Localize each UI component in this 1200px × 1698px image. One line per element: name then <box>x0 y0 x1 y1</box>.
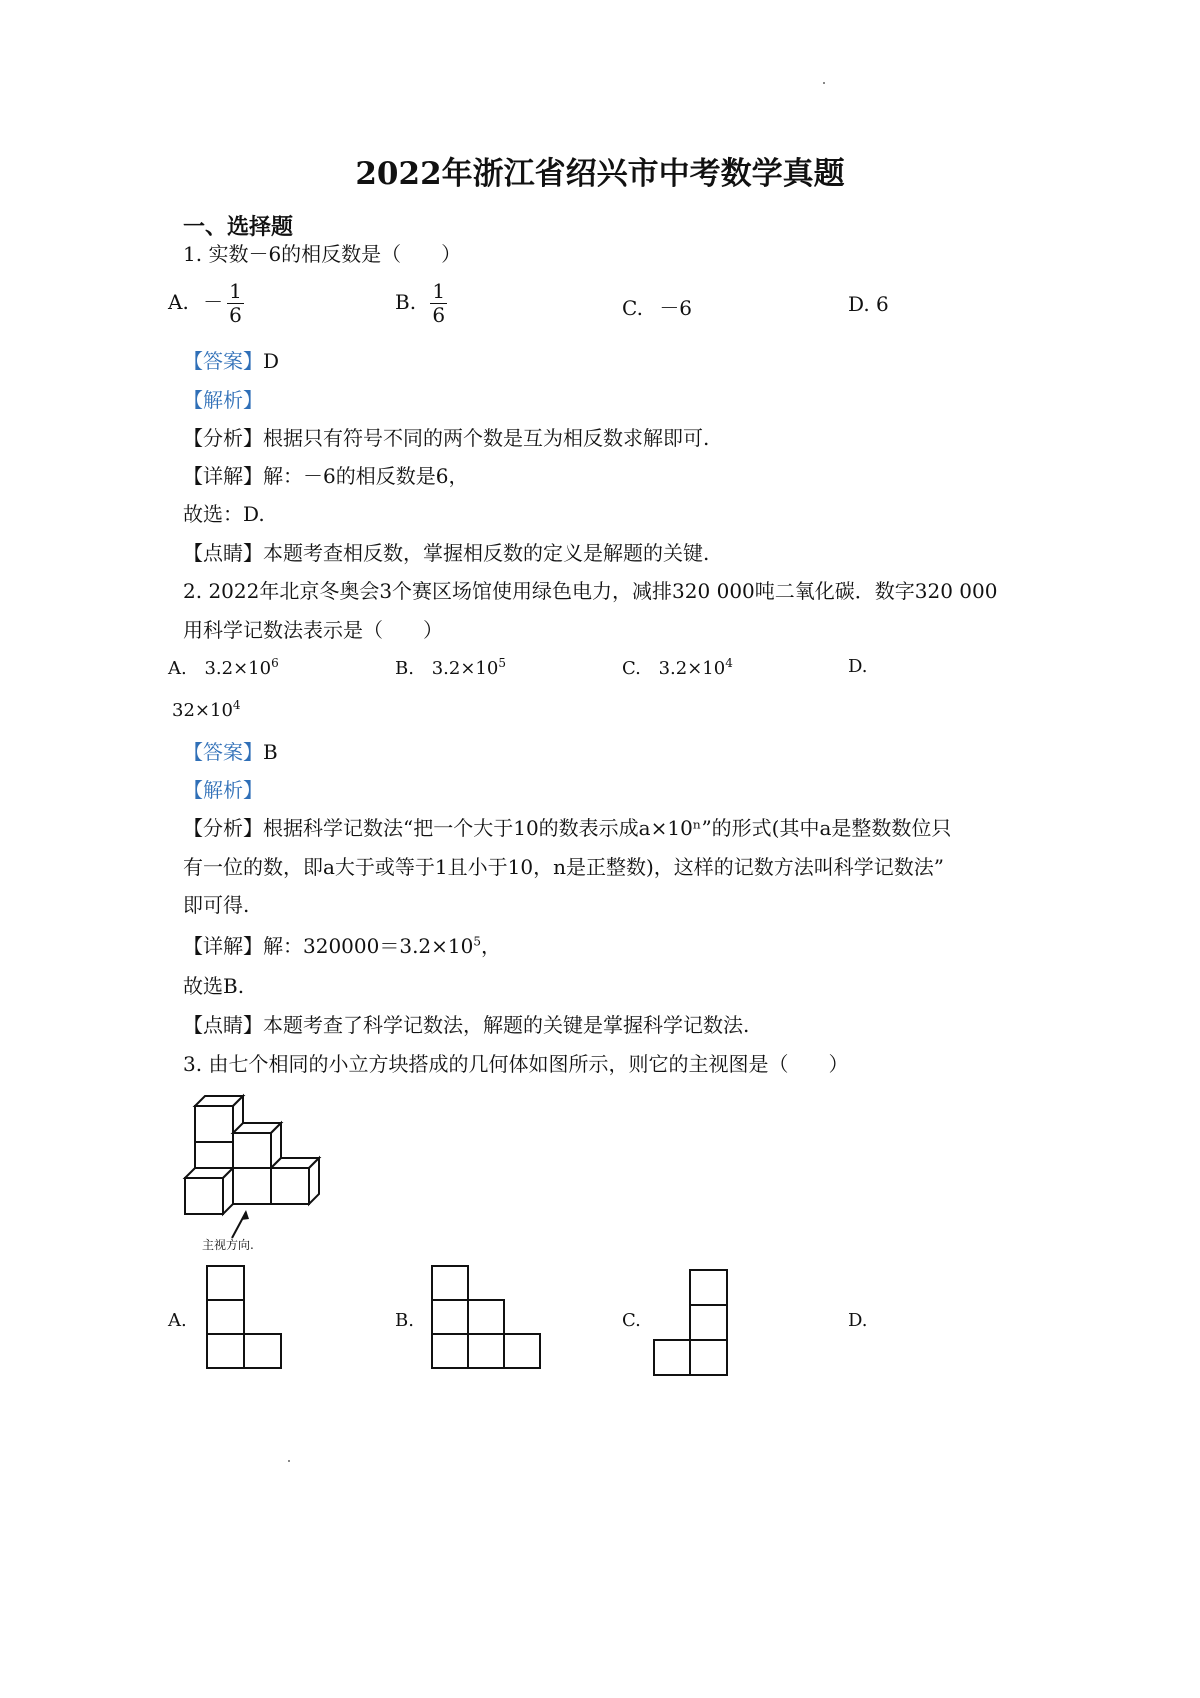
q1-option-b-numerator: 1 <box>432 279 446 303</box>
q3-option-a-figure <box>205 1264 287 1372</box>
q1-analysis-tag: 【解析】 <box>183 388 263 412</box>
q1-fenxi <box>183 422 709 451</box>
q3-option-c-figure <box>652 1268 734 1380</box>
q1-option-d: D. 6 <box>848 292 889 316</box>
q1-option-b <box>395 280 447 327</box>
q2-option-b-base: 3.2×10 <box>431 658 499 679</box>
q3-option-d-label: D. <box>848 1310 868 1331</box>
q2-option-b-label: B. <box>395 658 414 679</box>
q2-dianjing-tag: 【点睛】 <box>183 1013 263 1037</box>
q2-stem-line1: 2. 2022年北京冬奥会3个赛区场馆使用绿色电力，减排320 000吨二氧化碳．数字320 000 <box>183 579 998 603</box>
q3-option-b-figure <box>430 1264 546 1372</box>
q1-option-c <box>622 292 692 321</box>
q1-option-a-fraction <box>227 280 244 327</box>
q1-guxuan: 故选：D. <box>183 502 265 526</box>
q2-option-d-label: D. <box>848 656 868 677</box>
q2-stem-line2: 用科学记数法表示是（ ） <box>183 618 443 642</box>
q1-option-a-sign: － <box>203 290 224 314</box>
cube-bottom-front <box>185 1168 233 1214</box>
q2-option-c-exp: 4 <box>725 656 733 670</box>
q2-option-a <box>168 656 279 679</box>
q1-dianjing <box>183 537 709 566</box>
q2-option-c <box>622 656 733 679</box>
q1-option-c-text: －6 <box>659 296 693 320</box>
q1-dianjing-tag: 【点睛】 <box>183 541 263 565</box>
q2-guxuan: 故选B. <box>183 974 245 998</box>
q2-option-d-value <box>172 698 241 721</box>
q2-option-d-exp: 4 <box>232 698 241 712</box>
q1-option-b-fraction <box>430 280 447 327</box>
q1-option-b-denominator: 6 <box>432 303 446 327</box>
q1-dianjing-text: 本题考查相反数，掌握相反数的定义是解题的关键. <box>263 541 710 565</box>
page-title: 2022年浙江省绍兴市中考数学真题 <box>355 156 845 192</box>
q3-option-a-label: A. <box>168 1310 187 1331</box>
q2-option-b <box>395 656 506 679</box>
q1-option-a-label: A. <box>168 290 189 314</box>
direction-arrow-icon <box>232 1210 249 1238</box>
q2-xiangjie-exp: 5 <box>473 934 482 949</box>
scan-dot <box>288 1460 290 1462</box>
cube-middle-left <box>195 1142 233 1168</box>
q3-option-b-label: B. <box>395 1310 414 1331</box>
q3-solid-figure <box>180 1088 330 1244</box>
q2-fenxi-line1 <box>183 812 951 841</box>
q1-stem: 1. 实数－6的相反数是（ ） <box>183 242 462 266</box>
cube-bottom-middle <box>233 1168 271 1204</box>
q1-xiangjie-text: 解：－6的相反数是6， <box>263 464 469 488</box>
section-heading: 一、选择题 <box>183 214 294 240</box>
q1-option-a-numerator: 1 <box>229 279 242 303</box>
q2-dianjing <box>183 1009 749 1038</box>
q2-answer <box>183 736 278 765</box>
cube-middle-right <box>233 1123 281 1168</box>
q3-direction-label: 主视方向. <box>202 1238 254 1252</box>
q2-option-c-label: C. <box>622 658 641 679</box>
q2-option-b-exp: 5 <box>498 656 506 670</box>
q2-option-a-label: A. <box>168 658 187 679</box>
q2-option-a-base: 3.2×10 <box>204 658 272 679</box>
q2-answer-value: B <box>263 740 278 764</box>
cube-bottom-right <box>271 1158 319 1204</box>
q3-option-c-label: C. <box>622 1310 641 1331</box>
q1-option-c-label: C. <box>622 296 643 320</box>
q2-fenxi-line3: 即可得. <box>183 893 250 917</box>
q2-analysis-tag: 【解析】 <box>183 778 263 802</box>
q2-answer-tag: 【答案】 <box>183 740 263 764</box>
q1-answer <box>183 345 279 374</box>
q1-xiangjie-tag: 【详解】 <box>183 464 263 488</box>
q1-option-a-denominator: 6 <box>229 303 242 327</box>
q2-fenxi-tag: 【分析】 <box>183 816 263 840</box>
q2-fenxi-line2: 有一位的数，即a大于或等于1且小于10，n是正整数)，这样的记数方法叫科学记数法” <box>183 855 945 879</box>
q2-xiangjie-text: 解：320000＝3.2×10 <box>263 934 474 958</box>
scan-dot <box>823 82 825 84</box>
q1-fenxi-tag: 【分析】 <box>183 426 263 450</box>
q3-stem: 3. 由七个相同的小立方块搭成的几何体如图所示，则它的主视图是（ ） <box>183 1052 849 1076</box>
q1-fenxi-text: 根据只有符号不同的两个数是互为相反数求解即可. <box>263 426 710 450</box>
q2-dianjing-text: 本题考查了科学记数法，解题的关键是掌握科学记数法. <box>263 1013 750 1037</box>
q1-answer-tag: 【答案】 <box>183 349 263 373</box>
q2-xiangjie <box>183 930 501 959</box>
q2-xiangjie-tag: 【详解】 <box>183 934 263 958</box>
q2-xiangjie-end: ， <box>481 934 502 958</box>
q2-option-a-exp: 6 <box>271 656 279 670</box>
q1-option-b-label: B. <box>395 290 417 314</box>
q1-answer-value: D <box>263 349 280 373</box>
q2-option-c-base: 3.2×10 <box>658 658 726 679</box>
q1-xiangjie <box>183 460 468 489</box>
q1-option-a <box>168 280 244 327</box>
q2-option-d-base: 32×10 <box>172 700 233 721</box>
q2-fenxi-text1: 根据科学记数法“把一个大于10的数表示成a×10ⁿ”的形式(其中a是整数数位只 <box>263 816 952 840</box>
